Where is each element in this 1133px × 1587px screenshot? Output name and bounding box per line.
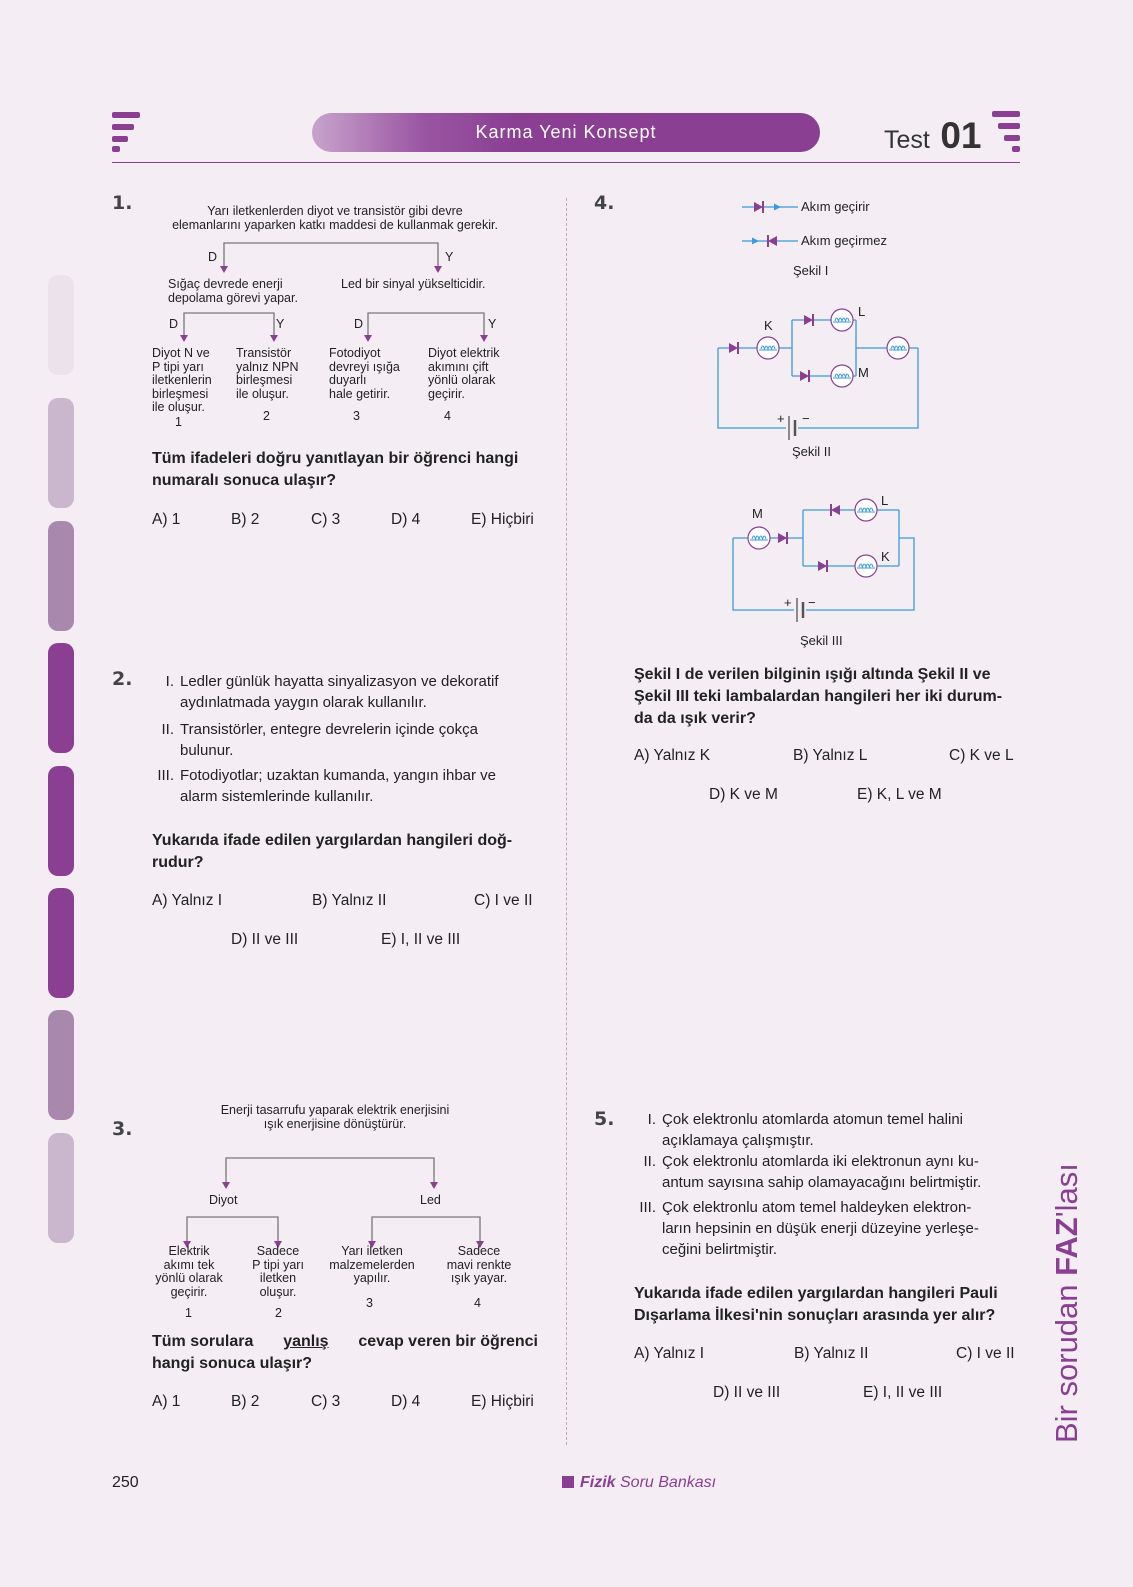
label-l: L: [858, 304, 866, 319]
leaf-line: yalnız NPN: [236, 359, 299, 374]
leaf-line: geçirir.: [428, 386, 465, 401]
side-title-pre: Bir sorudan: [1049, 1275, 1084, 1443]
lamp-icon: [887, 337, 909, 359]
leaf-2: [240, 1245, 316, 1299]
branch-y: Y: [276, 317, 285, 331]
leaf-line: yönlü olarak: [155, 1271, 223, 1285]
branch-y: Y: [488, 317, 497, 331]
option-a[interactable]: A) Yalnız I: [634, 1345, 705, 1362]
leaf-line: birleşmesi: [152, 386, 209, 401]
diode-forward-icon: [800, 370, 809, 382]
option-d[interactable]: D) 4: [391, 511, 421, 528]
leaf-line: birleşmesi: [236, 373, 293, 387]
label-m: M: [752, 506, 763, 521]
statement-line: Ledler günlük hayatta sinyalizasyon ve dekoratif: [180, 673, 499, 690]
leaf-line: Transistör: [236, 346, 292, 360]
statement-line: Transistörler, entegre devrelerin içinde çokça: [180, 721, 478, 738]
tree-lines-3: [0, 0, 560, 1260]
tree-root-line: ışık enerjisine dönüştürür.: [263, 1117, 407, 1131]
circuit-2: [718, 320, 918, 428]
statement-line: bulunur.: [180, 742, 234, 759]
label-m: M: [858, 365, 869, 380]
tree-root-line: Enerji tasarrufu yaparak elektrik enerjisini: [220, 1103, 450, 1117]
leaf-line: Fotodiyot: [329, 346, 381, 360]
option-a[interactable]: A) Yalnız I: [152, 892, 223, 909]
label-l: L: [881, 493, 889, 508]
diode-reverse-icon: [831, 504, 840, 516]
statement-line: ların hepsinin en düşük enerji düzeyine yerleşe-: [662, 1220, 979, 1237]
lamp-k-icon: [757, 337, 779, 359]
roman-numeral: III.: [157, 767, 174, 784]
option-e[interactable]: E) I, II ve III: [863, 1384, 943, 1401]
leaf-line: Sadece: [256, 1244, 300, 1258]
question-number: 3.: [112, 1118, 133, 1140]
leaf-1: [150, 1245, 228, 1299]
option-e[interactable]: E) K, L ve M: [857, 786, 942, 803]
stem-emphasis: yanlış: [283, 1333, 329, 1350]
leaf-line: Elektrik: [168, 1244, 210, 1258]
roman-numeral: II.: [643, 1153, 656, 1170]
tree-root-line: elemanlarını yaparken katkı maddesi de kullanmak gerekir.: [172, 218, 498, 232]
option-c[interactable]: C) K ve L: [949, 747, 1014, 764]
side-title: [1049, 1163, 1085, 1443]
legend-conducting: [742, 201, 798, 213]
option-b[interactable]: B) 2: [231, 511, 260, 528]
leaf-line: Yarı iletken: [341, 1244, 403, 1258]
leaf-line: P tipi yarı: [152, 359, 204, 374]
leaf-number: 1: [185, 1306, 192, 1320]
option-e[interactable]: E) Hiçbiri: [471, 1393, 534, 1410]
leaf-line: malzemelerden: [329, 1257, 415, 1272]
leaf-line: P tipi yarı: [252, 1257, 304, 1272]
leaf-number: 3: [353, 409, 360, 423]
figure-2-caption: Şekil II: [792, 444, 832, 459]
battery-icon: [786, 416, 798, 440]
battery-icon: [794, 598, 806, 622]
leaf-line: Diyot N ve: [152, 346, 210, 360]
leaf-line: mavi renkte: [446, 1257, 512, 1272]
stem-line: rudur?: [152, 854, 204, 871]
side-title-emphasis: FAZ: [1049, 1217, 1084, 1276]
branch-y: Y: [445, 250, 454, 264]
option-d[interactable]: D) K ve M: [709, 786, 778, 803]
stem-part: Tüm sorulara: [152, 1333, 258, 1350]
option-e[interactable]: E) I, II ve III: [381, 931, 461, 948]
statement-line: Sığaç devrede enerji: [168, 277, 283, 291]
branch-d: D: [208, 250, 218, 264]
option-c[interactable]: C) 3: [311, 1393, 341, 1410]
leaf-number: 1: [175, 415, 182, 429]
option-d[interactable]: D) II ve III: [231, 931, 299, 948]
stem-line: numaralı sonuca ulaşır?: [152, 472, 337, 489]
stem-part: cevap veren bir öğrenci: [353, 1333, 538, 1350]
lamp-m-icon: [748, 527, 770, 549]
statement-line: Çok elektronlu atom temel haldeyken elektron-: [662, 1199, 972, 1216]
leaf-line: hale getirir.: [329, 386, 391, 401]
statement-line: Fotodiyotlar; uzaktan kumanda, yangın ihbar ve: [180, 767, 497, 784]
branch-d: D: [169, 317, 179, 331]
leaf-number: 3: [366, 1296, 373, 1310]
option-d[interactable]: D) II ve III: [713, 1384, 781, 1401]
option-c[interactable]: C) 3: [311, 511, 341, 528]
option-a[interactable]: A) Yalnız K: [634, 747, 711, 764]
leaf-line: ile oluşur.: [236, 386, 289, 401]
leaf-number: 2: [263, 409, 270, 423]
question-number: 1.: [112, 192, 133, 214]
statement-text: [662, 1109, 1020, 1151]
leaf-line: devreyi ışığa: [329, 359, 400, 374]
leaf-line: iletken: [259, 1271, 297, 1285]
branch-d: D: [354, 317, 364, 331]
question-number: 5.: [594, 1108, 615, 1130]
logo-mark-right: [990, 111, 1020, 153]
option-e[interactable]: E) Hiçbiri: [471, 511, 534, 528]
leaf-line: oluşur.: [259, 1284, 297, 1299]
leaf-line: ile oluşur.: [152, 400, 205, 414]
leaf-line: duyarlı: [329, 373, 367, 387]
stem-line: Dışarlama İlkesi'nin sonuçları arasında yer alır?: [634, 1307, 996, 1324]
leaf-line: akımını çift: [428, 359, 489, 374]
banner-title: Karma Yeni Konsept: [475, 122, 657, 142]
diode-forward-icon: [804, 314, 813, 326]
leaf-line: Diyot elektrik: [428, 346, 500, 360]
stem-line: Yukarıda ifade edilen yargılardan hangileri doğ-: [152, 832, 513, 849]
stem-line: Yukarıda ifade edilen yargılardan hangileri Pauli: [634, 1285, 998, 1302]
leaf-line: ışık yayar.: [450, 1271, 508, 1285]
diode-forward-icon: [729, 342, 738, 354]
statement-line: depolama görevi yapar.: [168, 291, 298, 305]
leaf-line: geçirir.: [170, 1284, 208, 1299]
roman-numeral: I.: [647, 1111, 656, 1128]
option-a[interactable]: A) 1: [152, 1393, 181, 1410]
question-stem: [634, 1283, 1024, 1327]
statement-line: açıklamaya çalışmıştır.: [662, 1132, 814, 1149]
statement-text: [662, 1197, 1020, 1260]
figure-1-caption: Şekil I: [793, 263, 829, 278]
test-label: Test: [884, 126, 930, 154]
stem-line: da da ışık verir?: [634, 710, 756, 727]
option-a[interactable]: A) 1: [152, 511, 181, 528]
legend-conducting-label: Akım geçirir: [801, 199, 870, 214]
question-number: 2.: [112, 668, 133, 690]
figure-3-caption: Şekil III: [800, 633, 843, 648]
stem-line: [152, 1331, 538, 1353]
option-b[interactable]: B) Yalnız II: [794, 1345, 869, 1362]
label-k: K: [764, 318, 773, 333]
leaf-line: yapılır.: [353, 1271, 391, 1285]
statement-iii: [634, 1197, 1020, 1263]
leaf-line: akımı tek: [163, 1257, 215, 1272]
test-title: [884, 115, 981, 157]
question-number: 4.: [594, 192, 615, 214]
statement-line: alarm sistemlerinde kullanılır.: [180, 788, 374, 805]
label-minus: −: [808, 595, 816, 610]
option-b[interactable]: B) Yalnız L: [793, 747, 868, 764]
roman-numeral: II.: [161, 721, 174, 738]
option-c[interactable]: C) I ve II: [474, 892, 533, 909]
tree-root-line: Yarı iletkenlerden diyot ve transistör gibi devre: [207, 204, 463, 218]
stem-line: Şekil I de verilen bilginin ışığı altında Şekil II ve: [634, 666, 991, 683]
footer-brand: [562, 1474, 716, 1492]
leaf-number: 2: [275, 1306, 282, 1320]
diode-forward-icon: [818, 560, 827, 572]
right-statement: Led bir sinyal yükselticidir.: [341, 277, 486, 291]
statement-line: antum sayısına sahip olamayacağını belirtmiştir.: [662, 1174, 982, 1191]
statement-text: [662, 1151, 1020, 1193]
label-minus: −: [802, 411, 810, 426]
brand-name: Fizik: [580, 1474, 616, 1491]
option-b[interactable]: B) Yalnız II: [312, 892, 387, 909]
label-plus: +: [784, 595, 792, 610]
leaf-3: [322, 1245, 422, 1286]
statement-i: [634, 1109, 1020, 1153]
branch-led: Led: [420, 1193, 441, 1207]
label-k: K: [881, 549, 890, 564]
legend-blocking: [742, 235, 798, 247]
question-stem: [152, 1331, 538, 1375]
option-d[interactable]: D) 4: [391, 1393, 421, 1410]
leaf-number: 4: [444, 409, 451, 423]
statement-line: Çok elektronlu atomlarda iki elektronun aynı ku-: [662, 1153, 979, 1170]
diode-forward-icon: [778, 532, 787, 544]
branch-diyot: Diyot: [209, 1193, 238, 1207]
stem-line: Tüm ifadeleri doğru yanıtlayan bir öğrenci hangi: [152, 450, 519, 467]
leaf-line: Sadece: [457, 1244, 501, 1258]
leaf-line: iletkenlerin: [152, 373, 212, 387]
stem-line: hangi sonuca ulaşır?: [152, 1355, 313, 1372]
option-b[interactable]: B) 2: [231, 1393, 260, 1410]
statement-line: ceğini belirtmiştir.: [662, 1241, 778, 1258]
stem-line: Şekil III teki lambalardan hangileri her iki durum-: [634, 688, 1003, 705]
legend-blocking-label: Akım geçirmez: [801, 233, 887, 248]
statement-ii: [634, 1151, 1020, 1195]
side-title-post: 'lası: [1049, 1163, 1084, 1218]
statement-line: Çok elektronlu atomlarda atomun temel halini: [662, 1111, 963, 1128]
q4-figures: [560, 190, 1000, 660]
label-plus: +: [777, 411, 785, 426]
lamp-l-icon: [855, 499, 877, 521]
page-number: 250: [112, 1474, 139, 1491]
brand-subtitle: Soru Bankası: [615, 1474, 717, 1491]
question-stem: [634, 664, 1020, 730]
statement-line: aydınlatmada yaygın olarak kullanılır.: [180, 694, 427, 711]
option-c[interactable]: C) I ve II: [956, 1345, 1015, 1362]
roman-numeral: III.: [639, 1199, 656, 1216]
lamp-m-icon: [831, 365, 853, 387]
leaf-4: [436, 1245, 522, 1286]
lamp-k-icon: [855, 555, 877, 577]
square-bullet-icon: [562, 1476, 574, 1488]
test-number: 01: [940, 115, 982, 156]
lamp-l-icon: [831, 309, 853, 331]
leaf-number: 4: [474, 1296, 481, 1310]
leaf-line: yönlü olarak: [428, 373, 496, 387]
roman-numeral: I.: [165, 673, 174, 690]
